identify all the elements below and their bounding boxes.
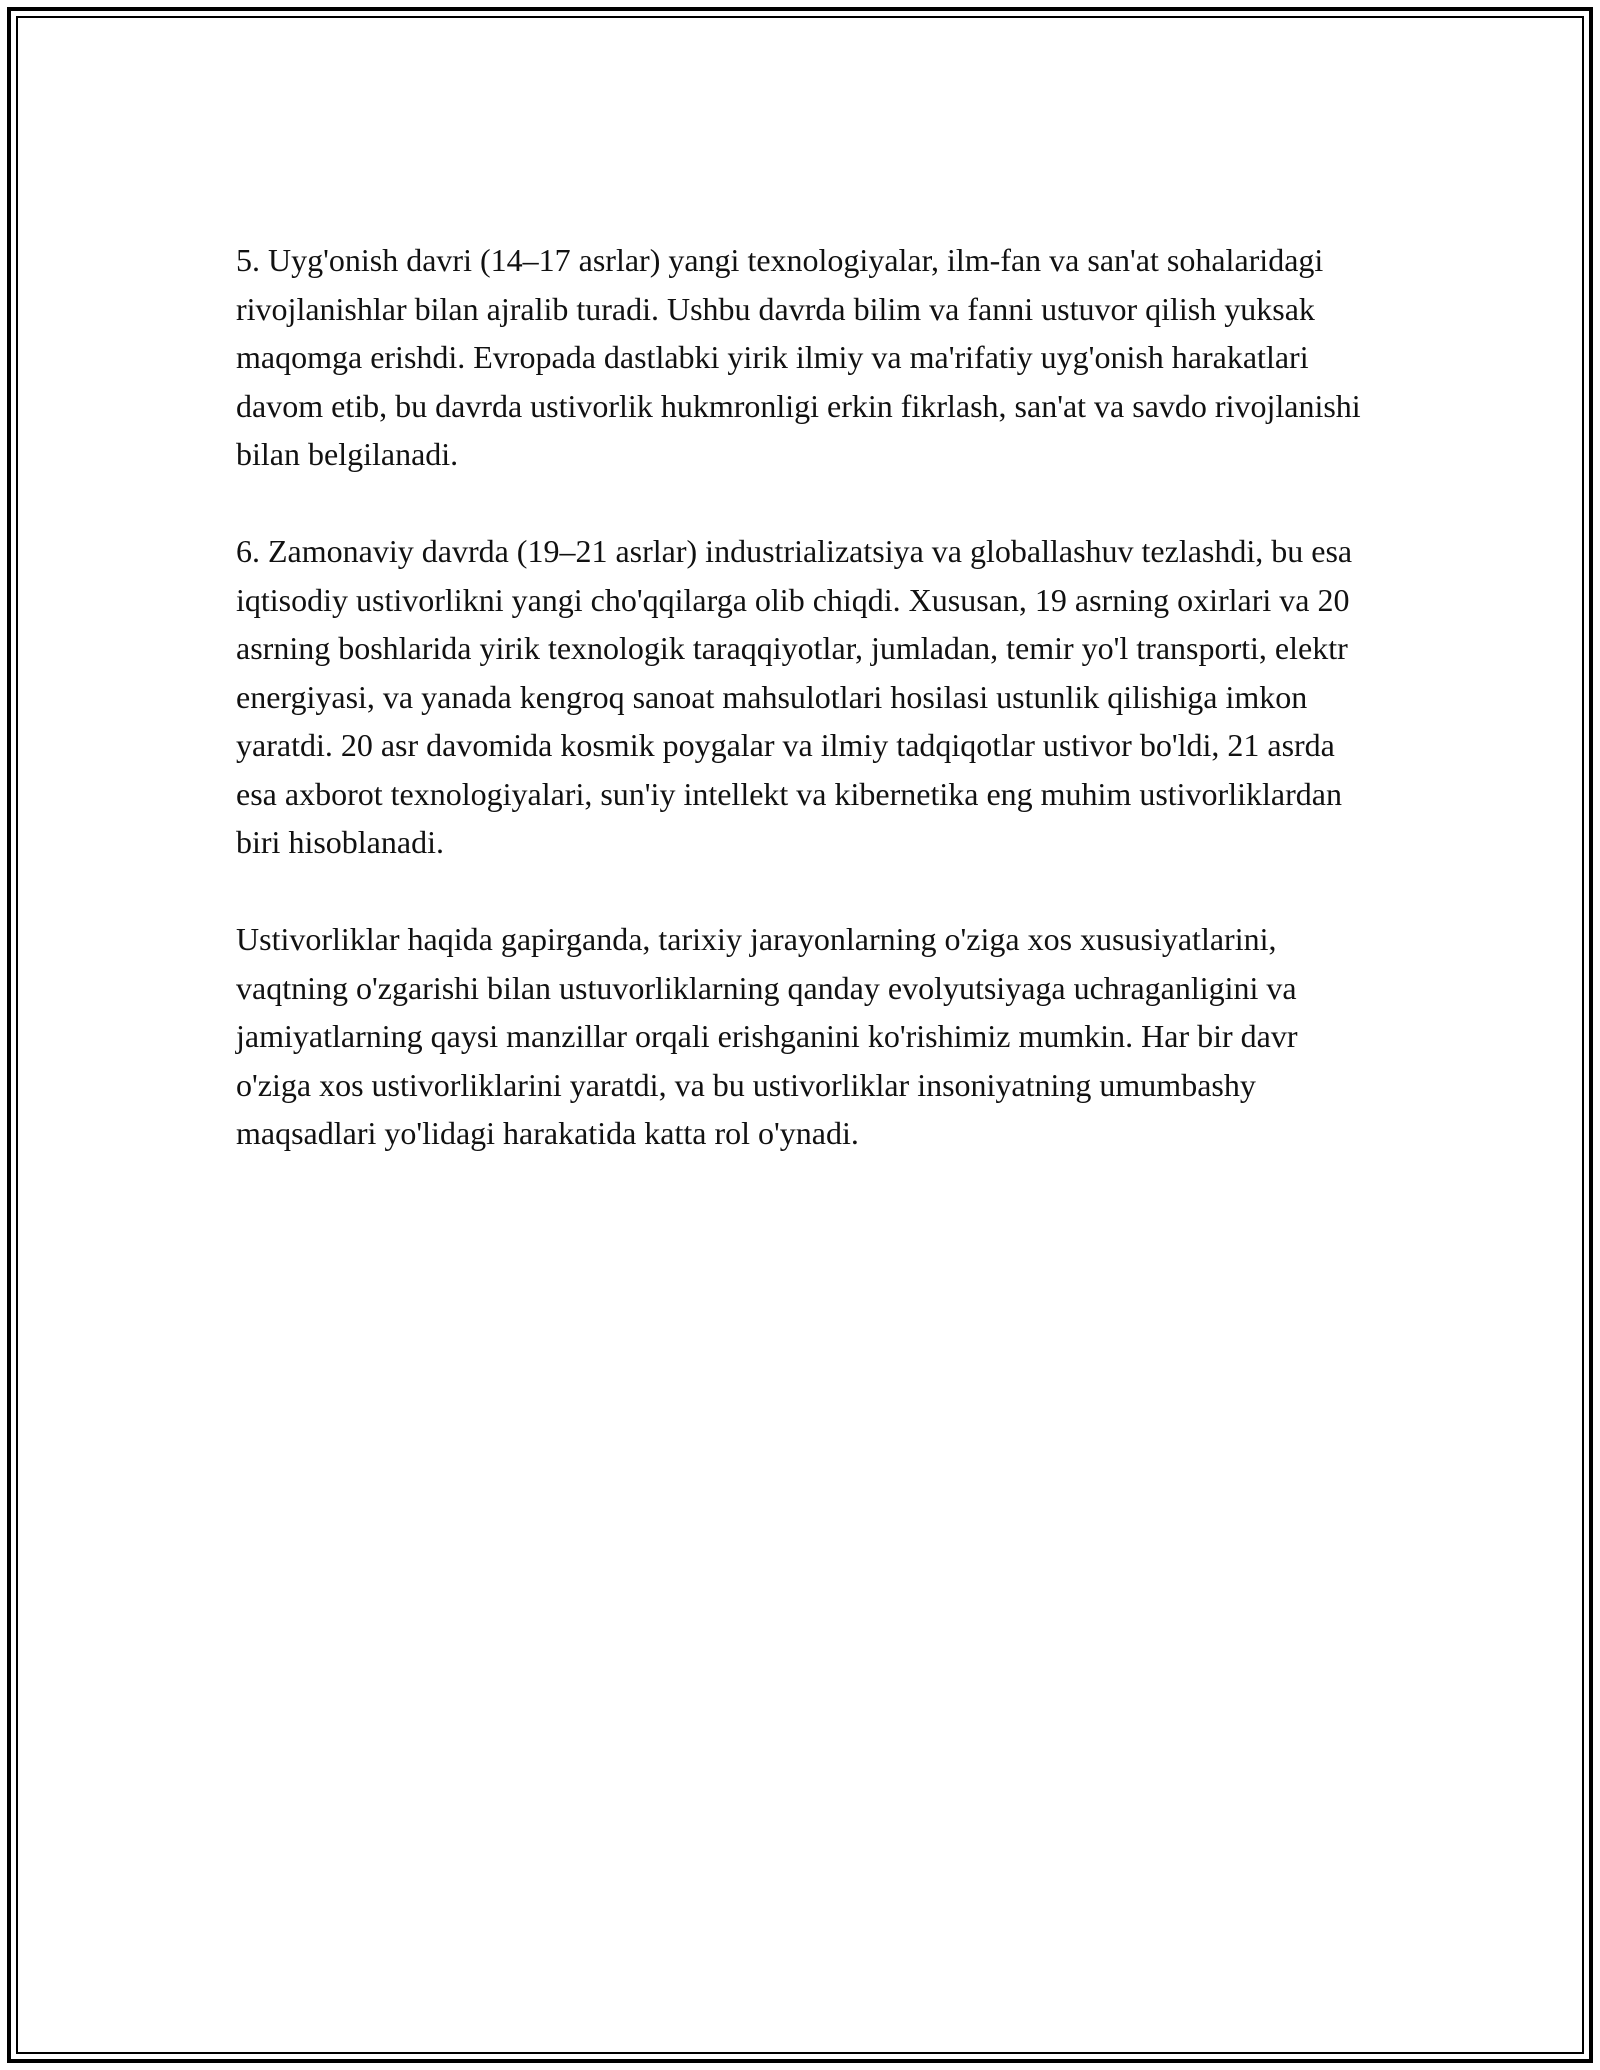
document-body — [236, 236, 1366, 1206]
paragraph-conclusion: Ustivorliklar haqida gapirganda, tarixiy jarayonlarning o'ziga xos xususiyatlarini, vaqtning o'zgarishi bilan ustuvorliklarning qanday evolyutsiyaga uchraganligini va jamiyatlarning qaysi manzillar orqali erishganini ko'rishimiz mumkin. Har bir davr o'ziga xos ustivorliklarini yaratdi, va bu ustivorliklar insoniyatning umumbashy maqsadlari yo'lidagi harakatida katta rol o'ynadi. — [236, 921, 1298, 1151]
paragraph-renaissance: 5. Uyg'onish davri (14–17 asrlar) yangi texnologiyalar, ilm-fan va san'at sohalaridagi rivojlanishlar bilan ajralib turadi. Ushbu davrda bilim va fanni ustuvor qilish yuksak maqomga erishdi. Evropada dastlabki yirik ilmiy va ma'rifatiy uyg'onish harakatlari davom etib, bu davrda ustivorlik hukmronligi erkin fikrlash, san'at va savdo rivojlanishi bilan belgilanadi. — [236, 242, 1361, 472]
paragraph-modern-era: 6. Zamonaviy davrda (19–21 asrlar) industrializatsiya va globallashuv tezlashdi, bu esa iqtisodiy ustivorlikni yangi cho'qqilarga olib chiqdi. Xususan, 19 asrning oxirlari va 20 asrning boshlarida yirik texnologik taraqqiyotlar, jumladan, temir yo'l transporti, elektr energiyasi, va yanada kengroq sanoat mahsulotlari hosilasi ustunlik qilishiga imkon yaratdi. 20 asr davomida kosmik poygalar va ilmiy tadqiqotlar ustivor bo'ldi, 21 asrda esa axborot texnologiyalari, sun'iy intellekt va kibernetika eng muhim ustivorliklardan biri hisoblanadi. — [236, 533, 1353, 860]
